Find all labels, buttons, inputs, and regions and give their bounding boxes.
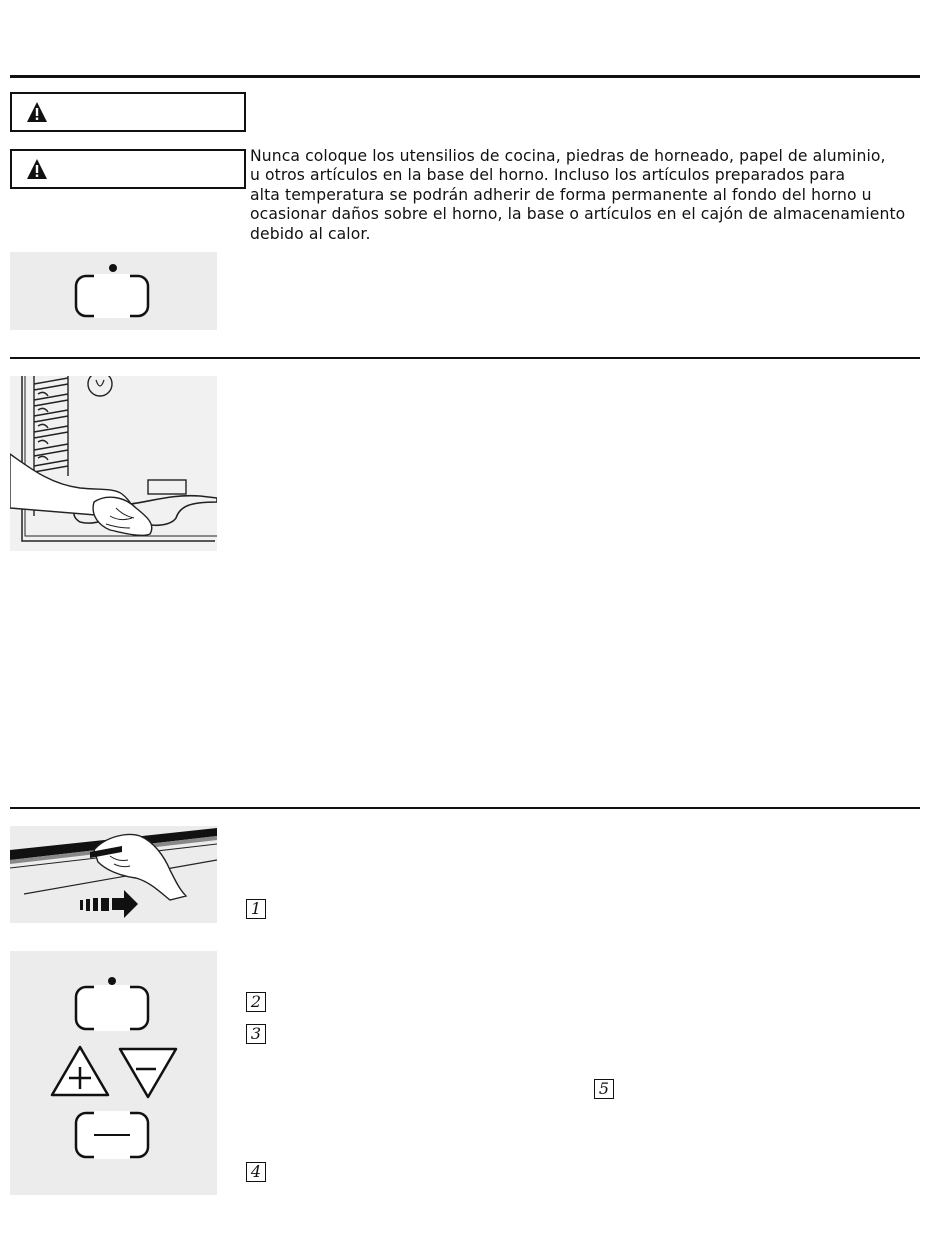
step-marker-1: 1 <box>246 899 266 919</box>
door-latch-illustration <box>10 826 217 923</box>
dash-button-icon <box>76 1111 148 1159</box>
section-rule-3 <box>10 807 920 809</box>
step-marker-5: 5 <box>594 1079 614 1099</box>
section-rule-2 <box>10 357 920 359</box>
control-pad-button-icon <box>76 977 148 1031</box>
minus-arrow-icon <box>120 1049 176 1097</box>
paragraph-line: Nunca coloque los utensilios de cocina, piedras de horneado, papel de aluminio, <box>250 147 886 165</box>
control-pads-svg <box>10 951 217 1195</box>
warning-paragraph <box>250 147 922 244</box>
warning-label-box-2 <box>10 149 246 189</box>
paragraph-line: alta temperatura se podrán adherir de forma permanente al fondo del horno u <box>250 185 872 204</box>
paragraph-line: debido al calor. <box>250 224 371 243</box>
oven-wiping-illustration-icon <box>10 376 217 551</box>
warning-label-box-1 <box>10 92 246 132</box>
control-pads-illustration <box>10 951 217 1195</box>
oven-cleaning-illustration <box>10 376 217 551</box>
control-pad-illustration <box>10 252 217 330</box>
step-marker-3: 3 <box>246 1024 266 1044</box>
plus-arrow-icon <box>52 1047 108 1095</box>
warning-triangle-icon <box>26 158 48 180</box>
section-top-rule <box>10 75 920 78</box>
warning-triangle-icon <box>26 101 48 123</box>
control-pad-button-icon <box>10 252 217 330</box>
latch-slide-illustration-icon <box>10 826 217 923</box>
step-marker-2: 2 <box>246 992 266 1012</box>
paragraph-line: u otros artículos en la base del horno. Incluso los artículos preparados para <box>250 166 846 185</box>
step-marker-4: 4 <box>246 1162 266 1182</box>
paragraph-line: ocasionar daños sobre el horno, la base o artículos en el cajón de almacenamiento <box>250 205 906 224</box>
right-arrow-icon <box>80 890 138 918</box>
